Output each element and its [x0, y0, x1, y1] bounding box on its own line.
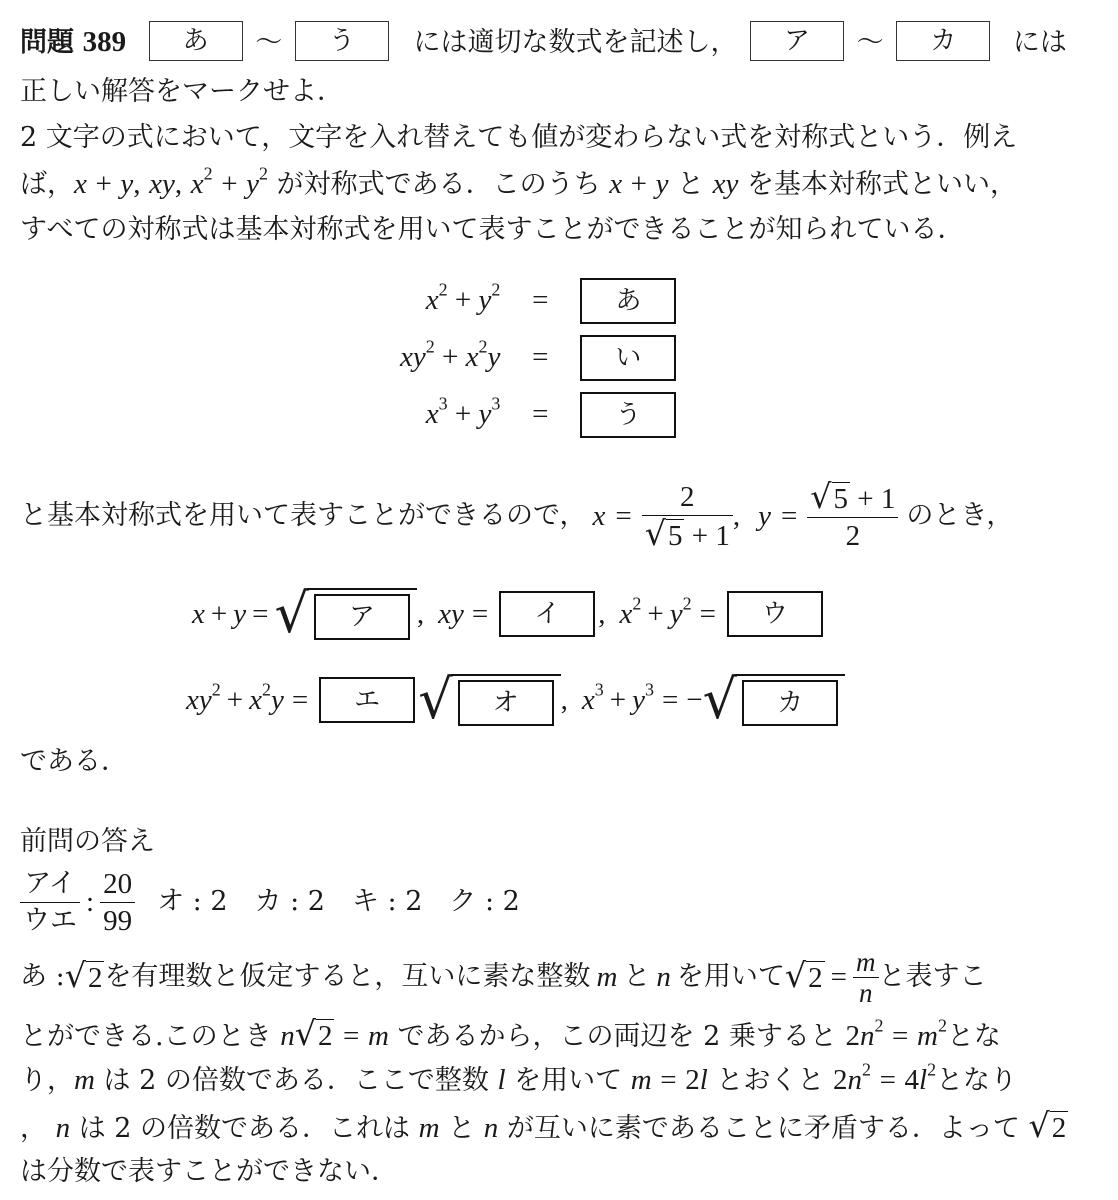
answer-box-u[interactable]: う — [295, 21, 389, 61]
answer-box-O-display[interactable]: オ — [458, 680, 554, 726]
proof-text: は 2 の倍数である．ここで整数 — [103, 1065, 489, 1096]
fraction-numerator: アイ — [20, 866, 80, 903]
equals-sign: = — [532, 284, 549, 316]
equation-lhs: $xy^2 + x^2y$ — [400, 336, 501, 373]
intro-line-3: すべての対称式は基本対称式を用いて表すことができることが知られている． — [20, 214, 965, 245]
math-x: x — [592, 500, 606, 532]
problem-header — [20, 22, 1067, 64]
equation-row — [400, 272, 676, 329]
math-inline: xy — [149, 168, 175, 200]
fraction-m-over-n: $\frac{m}{n}$ — [853, 947, 879, 1008]
proof-text: り， — [20, 1065, 74, 1096]
proof-line-4: ， n は 2 の倍数である．これは m と n が互いに素であることに矛盾する．よって √2 — [20, 1106, 1068, 1149]
problem-number: 389 — [82, 26, 127, 58]
intro-text: を基本対称式といい， — [747, 169, 1018, 200]
answer-value-fraction — [100, 866, 135, 939]
problem-heading: 問題 — [20, 27, 74, 58]
sqrt-2: √2 — [64, 956, 103, 995]
previous-answers-title: 前問の答え — [20, 826, 155, 857]
proof-text: とができる.このとき — [20, 1021, 272, 1052]
fraction-numerator: 20 — [100, 866, 135, 903]
proof-text: を用いて — [676, 961, 785, 992]
proof-text: が互いに素であることに矛盾する．よって — [506, 1113, 1020, 1144]
proof-text: となり — [936, 1065, 1018, 1096]
condition-text: のとき， — [906, 500, 1014, 531]
condition-line: と基本対称式を用いて表すことができるので， x = $\frac{2}{√5 + 1}$ , y = $\frac{√5 + 1}{2}$ のとき， — [20, 476, 1014, 553]
previous-answers-line: $\frac{\text{アイ}}{\text{ウエ}}$ : $\frac{20}{99}$ オ : 2 カ : 2 キ : 2 ク : 2 — [20, 862, 520, 942]
fraction-denominator: ウエ — [23, 904, 77, 936]
answer-box-I-display[interactable]: イ — [499, 591, 595, 637]
proof-text: と表すこ — [878, 961, 987, 992]
sqrt-2: √2 — [294, 1014, 333, 1053]
proof-text: を有理数と仮定すると，互いに素な整数 — [104, 961, 591, 992]
proof-text: とな — [946, 1021, 1001, 1052]
fraction-denominator: √5 + 1 — [644, 513, 730, 553]
answer-box-Ka[interactable]: カ — [896, 21, 990, 61]
sqrt-symbol: √ カ — [703, 674, 845, 726]
answer-row-2: $xy^2$ + $x^2y$ = エ √ オ , $x^3$ + $y^3$ = − √ カ — [186, 670, 845, 730]
fraction-denominator: 2 — [845, 519, 861, 552]
math-inline: xy — [712, 168, 739, 200]
equation-lhs: $x^3 + y^3$ — [425, 393, 501, 430]
answer-box-i-display[interactable]: い — [580, 335, 676, 381]
answer-box-E-display[interactable]: エ — [319, 677, 415, 723]
proof-text: を用いて — [514, 1065, 623, 1096]
answer-box-A-display[interactable]: ア — [314, 594, 410, 640]
proof-text: あ : — [20, 961, 65, 992]
intro-text: が対称式である．このうち — [276, 169, 601, 200]
fraction-numerator: 2 — [642, 479, 733, 516]
proof-text: は 2 の倍数である．これは — [78, 1113, 411, 1144]
answer-box-u-display[interactable]: う — [580, 392, 676, 438]
math-inline: $x^2$ — [190, 163, 213, 200]
answer-box-a[interactable]: あ — [149, 21, 243, 61]
proof-text: と — [623, 961, 651, 992]
sqrt-2: √2 — [1028, 1106, 1067, 1145]
equation-row — [400, 386, 676, 443]
symmetric-equations — [400, 272, 676, 443]
instruction-line-2: 正しい解答をマークせよ． — [20, 76, 344, 107]
previous-answers-rest: オ : 2 カ : 2 キ : 2 ク : 2 — [157, 886, 520, 917]
intro-text: ば， — [20, 169, 74, 200]
proof-line-2: とができる.このとき n√2 = m であるから，この両辺を 2 乗すると $2n^2 = m^2$とな — [20, 1014, 1001, 1057]
sqrt-symbol: √ オ — [418, 674, 560, 726]
range-tilde: 〜 — [255, 27, 283, 58]
intro-line-1: 2 文字の式において，文字を入れ替えても値が変わらない式を対称式という．例え — [20, 122, 1018, 153]
instruction-text-2: には — [1012, 27, 1067, 58]
answer-box-A[interactable]: ア — [750, 21, 844, 61]
equals-sign: = — [532, 398, 549, 430]
instruction-text: には適切な数式を記述し， — [413, 27, 738, 58]
equals-sign: = — [532, 341, 549, 373]
math-inline: x — [74, 168, 87, 200]
answer-label-fraction — [20, 866, 80, 939]
equation-lhs: $x^2 + y^2$ — [425, 279, 501, 316]
intro-line-2: ば，x + y, xy, $x^2 + y^2$ が対称式である．このうち x + y と xy を基本対称式といい， — [20, 163, 1018, 200]
conclusion-text: である． — [20, 746, 128, 777]
range-tilde-2: 〜 — [856, 27, 884, 58]
intro-text: と — [677, 169, 705, 200]
proof-text: であるから，この両辺を 2 乗すると — [397, 1021, 837, 1052]
fraction-x — [642, 479, 733, 554]
condition-text: と基本対称式を用いて表すことができるので， — [20, 500, 587, 531]
proof-text: とおくと — [716, 1065, 825, 1096]
answer-box-a-display[interactable]: あ — [580, 278, 676, 324]
proof-line-1: あ : √2 を有理数と仮定すると，互いに素な整数 m と n を用いて √2 = $\frac{m}{n}$ と表すこ — [20, 946, 987, 1008]
math-inline: x — [609, 168, 623, 200]
proof-line-5: は分数で表すことができない． — [20, 1156, 398, 1187]
fraction-y — [807, 476, 898, 554]
equation-row — [400, 329, 676, 386]
fraction-denominator: 99 — [103, 904, 133, 937]
fraction-numerator: √5 + 1 — [807, 479, 898, 518]
proof-text: と — [448, 1113, 476, 1144]
proof-line-3: り，m は 2 の倍数である．ここで整数 l を用いて m = 2l とおくと $2n^2 = 4l^2$となり — [20, 1059, 1018, 1096]
answer-box-Ka-display[interactable]: カ — [742, 680, 838, 726]
answer-row-1: x + y = √ ア , xy = イ , $x^2$ + $y^2$ = ウ — [192, 584, 826, 644]
proof-text: ， — [20, 1113, 47, 1144]
math-y: y — [758, 500, 771, 532]
sqrt-2: √2 — [784, 956, 823, 995]
answer-box-U-display[interactable]: ウ — [727, 591, 823, 637]
sqrt-symbol: √ ア — [274, 588, 416, 640]
